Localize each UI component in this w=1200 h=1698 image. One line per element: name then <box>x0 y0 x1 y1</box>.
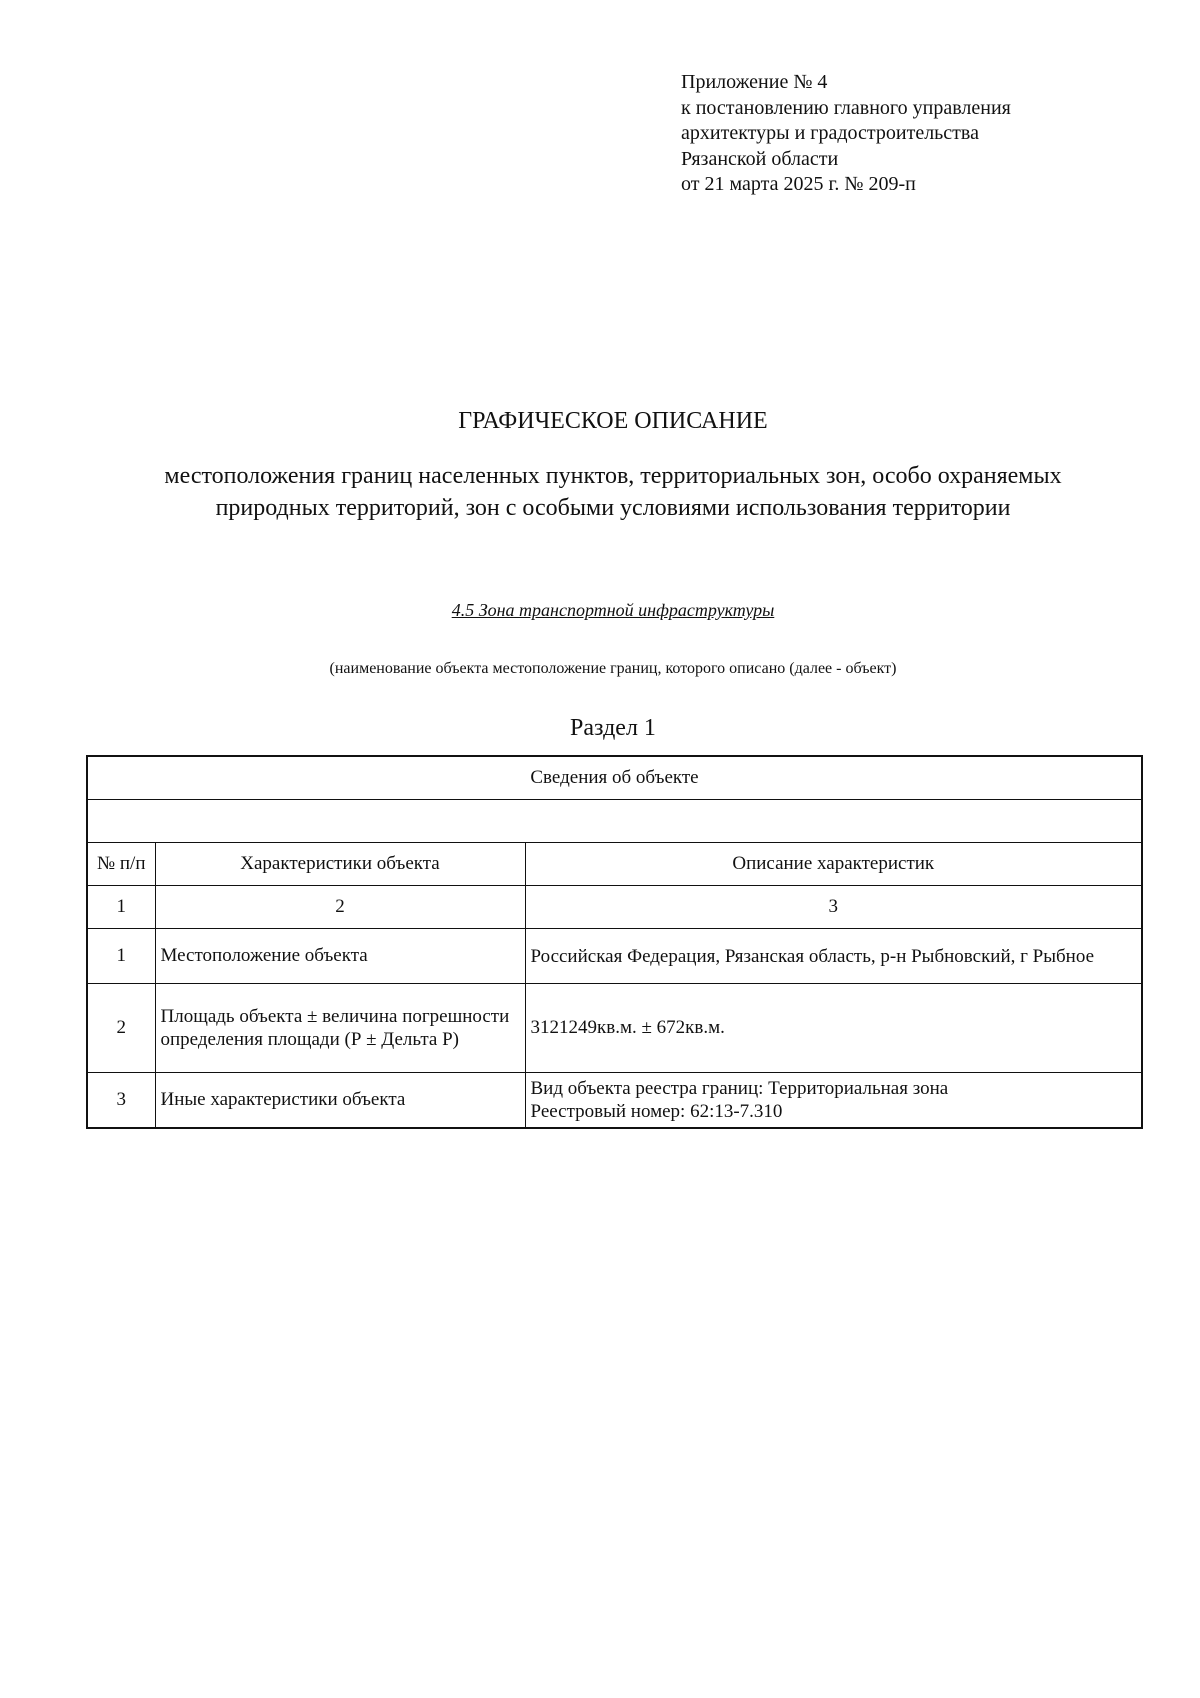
object-caption: (наименование объекта местоположение границ, которого описано (далее - объект) <box>329 660 897 677</box>
row-num: 3 <box>87 1073 155 1129</box>
section-title: Раздел 1 <box>570 715 656 741</box>
row-characteristic: Площадь объекта ± величина погрешности определения площади (Р ± Дельта Р) <box>155 984 525 1073</box>
appendix-line: архитектуры и градостроительства <box>681 122 979 144</box>
object-name-text: 4.5 Зона транспортной инфраструктуры <box>451 600 775 620</box>
row-description: 3121249кв.м. ± 672кв.м. <box>525 984 1142 1073</box>
appendix-line: от 21 марта 2025 г. № 209-п <box>681 173 916 195</box>
table-row <box>87 929 1142 984</box>
table-row <box>87 1073 1142 1129</box>
row-description-line: Реестровый номер: 62:13-7.310 <box>530 1101 783 1122</box>
empty-row <box>87 800 1142 843</box>
table-row <box>87 984 1142 1073</box>
row-num: 1 <box>87 929 155 984</box>
row-description: Российская Федерация, Рязанская область, р-н Рыбновский, г Рыбное <box>525 929 1142 984</box>
table-caption: Сведения об объекте <box>87 756 1142 800</box>
col-number: 1 <box>87 886 155 929</box>
appendix-block <box>681 70 1011 198</box>
row-description-line: Вид объекта реестра границ: Территориальная зона <box>530 1078 949 1099</box>
row-num: 2 <box>87 984 155 1073</box>
row-characteristic: Иные характеристики объекта <box>155 1073 525 1129</box>
header-characteristic: Характеристики объекта <box>155 843 525 886</box>
appendix-line: Рязанской области <box>681 147 839 170</box>
header-description: Описание характеристик <box>525 843 1142 886</box>
object-info-table <box>86 755 1143 1129</box>
col-number: 3 <box>525 886 1142 929</box>
col-number: 2 <box>155 886 525 929</box>
appendix-line: Приложение № 4 <box>681 71 828 93</box>
header-num: № п/п <box>87 843 155 886</box>
document-subtitle: местоположения границ населенных пунктов, территориальных зон, особо охраняемых природных территорий, зон с особыми условиями использования территории <box>164 463 1062 521</box>
object-name <box>0 600 1200 621</box>
document-title: ГРАФИЧЕСКОЕ ОПИСАНИЕ <box>458 408 768 434</box>
row-description <box>525 1073 1142 1129</box>
appendix-line: к постановлению главного управления <box>681 96 1011 119</box>
row-characteristic: Местоположение объекта <box>155 929 525 984</box>
